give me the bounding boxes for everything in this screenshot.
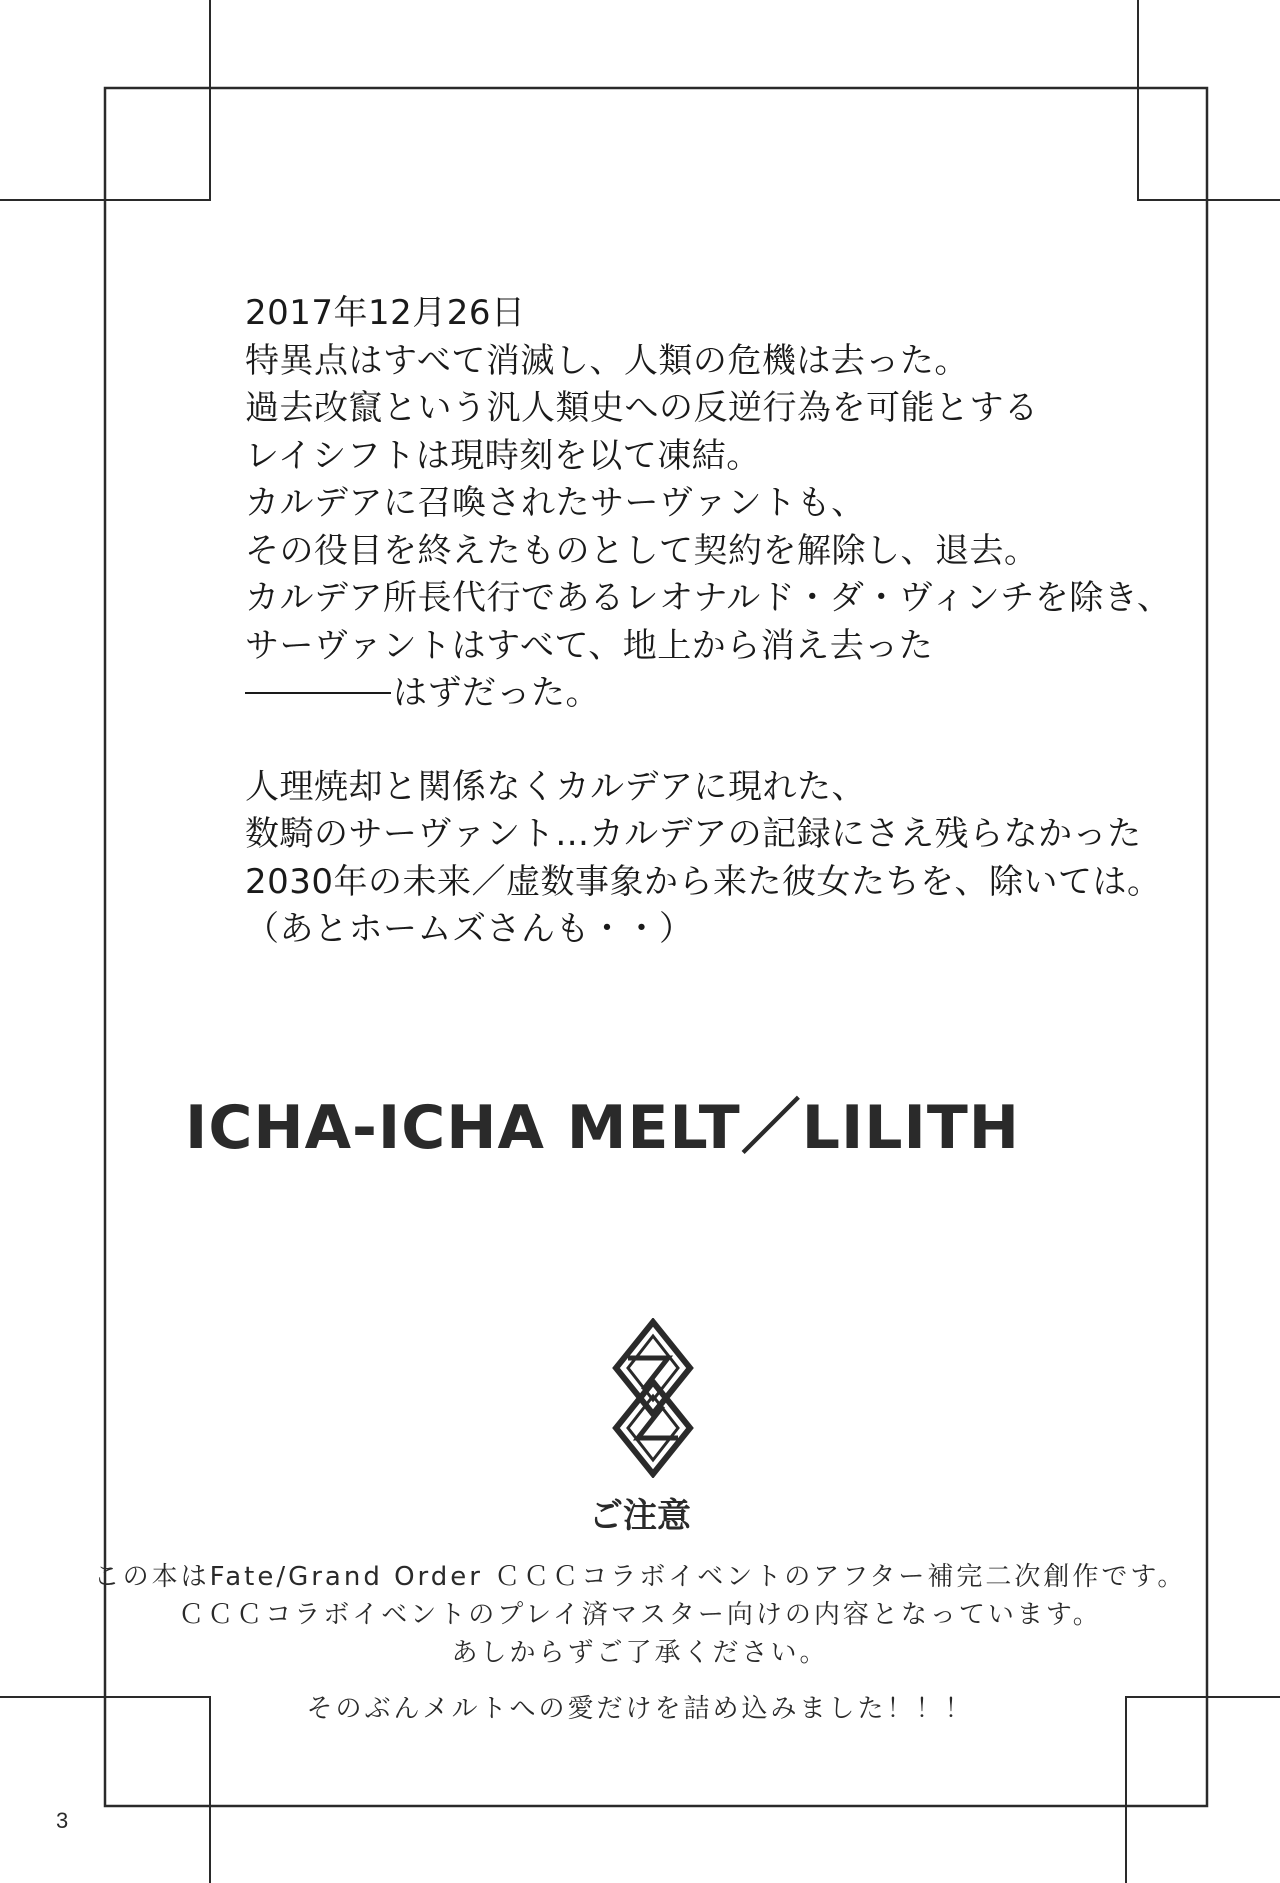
- intro-text: [245, 290, 1225, 954]
- notice-heading: ご注意: [589, 1496, 691, 1536]
- intro-line: その役目を終えたものとして契約を解除し、退去。: [245, 530, 1039, 571]
- notice-line: あしからずご了承ください。: [451, 1638, 829, 1668]
- intro2-line: 2030年の未来／虚数事象から来た彼女たちを、除いては。: [245, 861, 1162, 902]
- intro2-line: 数騎のサーヴァント…カルデアの記録にさえ残らなかった: [245, 814, 1142, 854]
- intro-line: レイシフトは現時刻を以て凍結。: [245, 435, 761, 476]
- page-number: 3: [56, 1808, 69, 1833]
- intro-line-dashed: [245, 670, 1225, 718]
- intro-date: 2017年12月26日: [245, 293, 526, 333]
- long-dash: [245, 692, 391, 694]
- notice-line: そのぶんメルトへの愛だけを詰め込みました！！！: [306, 1694, 974, 1724]
- intro-line: 過去改竄という汎人類史への反逆行為を可能とする: [245, 388, 1039, 428]
- intro-line: カルデア所長代行であるレオナルド・ダ・ヴィンチを除き、: [245, 578, 1172, 618]
- notice-line: この本はFate/Grand Order ＣＣＣコラボイベントのアフター補完二次創作です。: [93, 1562, 1187, 1592]
- fgo-emblem-icon: [608, 1318, 698, 1478]
- intro-line-text: はずだった。: [393, 673, 600, 713]
- notice-line: ＣＣＣコラボイベントのプレイ済マスター向けの内容となっています。: [178, 1600, 1102, 1630]
- intro-line: サーヴァントはすべて、地上から消え去った: [245, 625, 934, 666]
- book-title: ICHA-ICHA MELT／LILITH: [185, 1093, 1020, 1163]
- intro-line: 特異点はすべて消滅し、人類の危機は去った。: [245, 340, 969, 381]
- intro-line: カルデアに召喚されたサーヴァントも、: [245, 483, 866, 523]
- intro2-line: 人理焼却と関係なくカルデアに現れた、: [245, 766, 866, 807]
- intro2-line: （あとホームズさんも・・）: [245, 909, 694, 949]
